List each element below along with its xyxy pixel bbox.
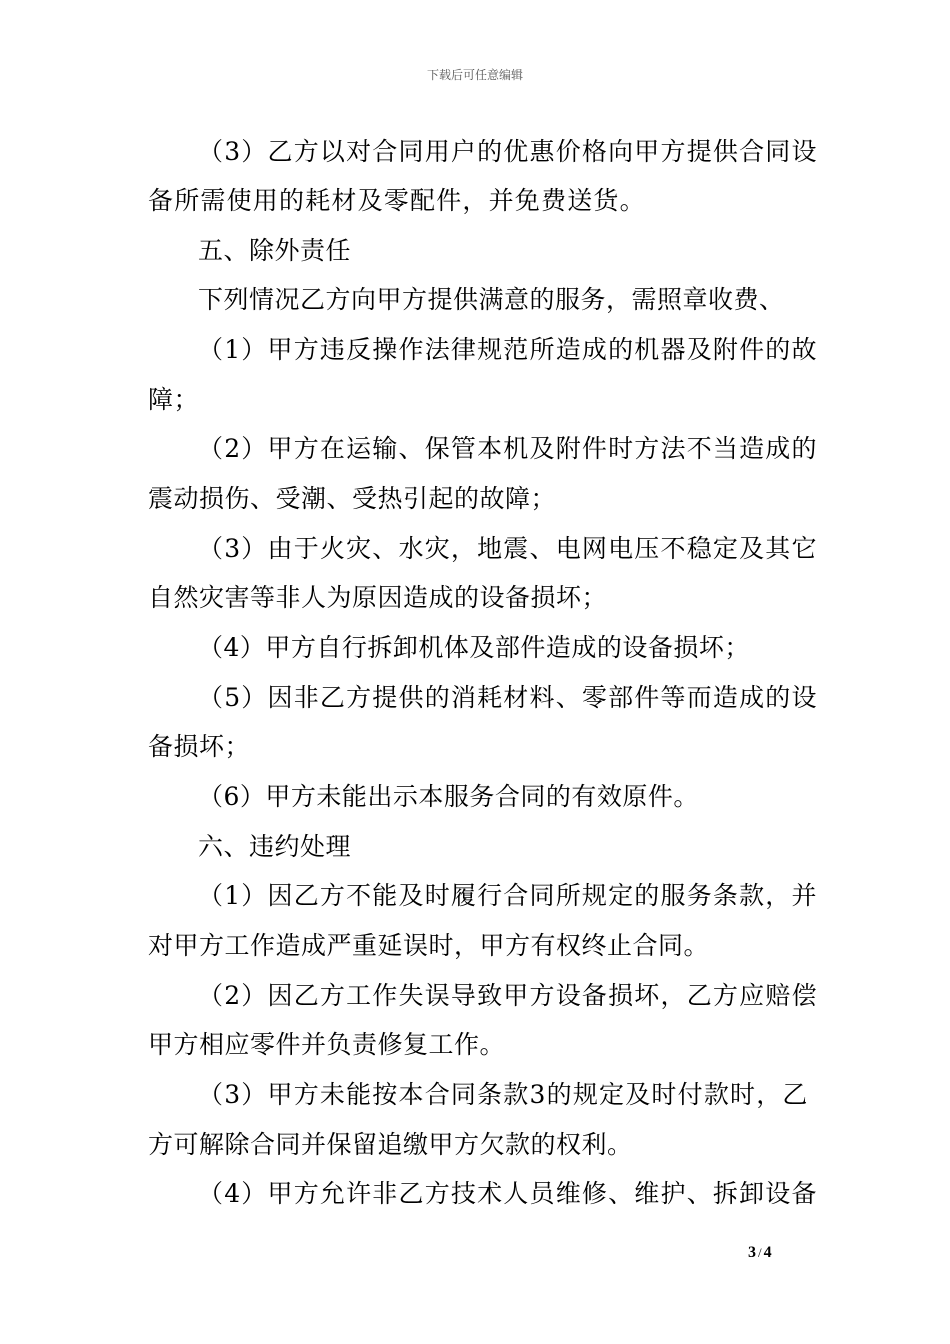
paragraph-line: （2）甲方在运输、保管本机及附件时方法不当造成的	[198, 434, 818, 463]
paragraph-line: （1）甲方违反操作法律规范所造成的机器及附件的故	[198, 335, 818, 364]
paragraph-line: 备损坏；	[148, 732, 251, 761]
paragraph-line: 障；	[148, 385, 200, 414]
paragraph-line: 震动损伤、受潮、受热引起的故障；	[148, 484, 557, 513]
page-separator: /	[758, 1245, 762, 1260]
paragraph-line: （3）乙方以对合同用户的优惠价格向甲方提供合同设	[198, 137, 818, 166]
paragraph-line: （4）甲方自行拆卸机体及部件造成的设备损坏；	[198, 633, 750, 662]
paragraph-line: （5）因非乙方提供的消耗材料、零部件等而造成的设	[198, 683, 818, 712]
paragraph-line: （3）甲方未能按本合同条款3的规定及时付款时，乙	[198, 1080, 809, 1109]
page-header: 下载后可任意编辑	[426, 68, 523, 82]
paragraph-line: 方可解除合同并保留追缴甲方欠款的权利。	[148, 1130, 633, 1159]
paragraph-line: （6）甲方未能出示本服务合同的有效原件。	[198, 782, 699, 811]
section-heading: 六、违约处理	[198, 832, 352, 861]
paragraph-line: 对甲方工作造成严重延误时，甲方有权终止合同。	[148, 931, 710, 960]
paragraph-line: （3）由于火灾、水灾，地震、电网电压不稳定及其它	[198, 534, 818, 563]
paragraph-line: （2）因乙方工作失误导致甲方设备损坏，乙方应赔偿	[198, 981, 818, 1010]
paragraph-line: （4）甲方允许非乙方技术人员维修、维护、拆卸设备	[198, 1179, 818, 1208]
current-page: 3	[748, 1244, 756, 1261]
paragraph-line: 甲方相应零件并负责修复工作。	[148, 1030, 506, 1059]
paragraph-line: 自然灾害等非人为原因造成的设备损坏；	[148, 583, 608, 612]
paragraph-line: （1）因乙方不能及时履行合同所规定的服务条款，并	[198, 881, 818, 910]
paragraph-line: 下列情况乙方向甲方提供满意的服务，需照章收费、	[198, 285, 785, 314]
page-number	[748, 1244, 772, 1262]
total-pages: 4	[763, 1244, 772, 1261]
section-heading: 五、除外责任	[198, 236, 352, 265]
paragraph-line: 备所需使用的耗材及零配件，并免费送货。	[148, 186, 646, 215]
